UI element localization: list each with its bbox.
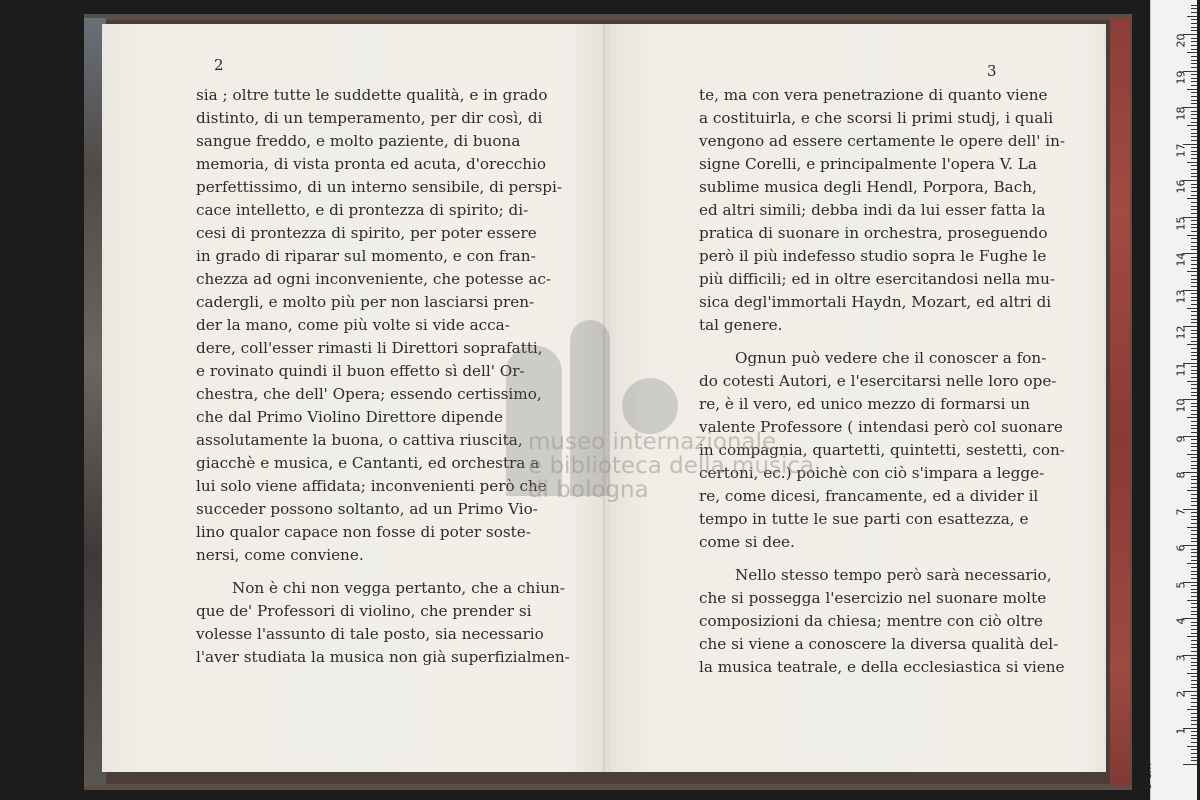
ruler-tick [1191,560,1197,561]
ruler-tick [1191,479,1197,480]
text-line: tal genere. [699,316,783,334]
ruler-tick [1191,122,1197,123]
text-line: che si viene a conoscere la diversa qualità del- [699,635,1059,653]
ruler-tick [1191,735,1197,736]
ruler-tick [1191,483,1197,484]
ruler-tick [1191,140,1197,141]
ruler-tick [1191,147,1197,148]
ruler-tick [1191,8,1197,9]
ruler-tick [1187,16,1197,17]
ruler-tick [1191,410,1197,411]
ruler-label: 15 [1174,216,1188,230]
text-line: più difficili; ed in oltre esercitandosi nella mu- [699,270,1055,288]
ruler-tick [1187,709,1197,710]
text-line: però il più indefesso studio sopra le Fughe le [699,247,1047,265]
ruler-tick [1191,129,1197,130]
ruler-tick [1191,403,1197,404]
text-line: chestra, che dell' Opera; essendo certissimo, [196,385,542,403]
ruler-tick [1187,563,1197,564]
watermark-text [528,430,814,502]
ruler-tick [1187,454,1197,455]
ruler-tick [1191,428,1197,429]
ruler-label: 18 [1174,106,1188,121]
red-page-edge-right [1110,18,1130,786]
ruler-label: 10 [1174,398,1188,413]
right-page [609,24,1106,772]
ruler-tick [1191,133,1197,134]
ruler-tick [1191,184,1197,185]
ruler-label: 12 [1174,325,1188,340]
ruler-tick [1191,330,1197,331]
ruler-tick [1191,78,1197,79]
ruler-tick [1191,293,1197,294]
measurement-ruler [1141,0,1197,800]
ruler-tick [1191,74,1197,75]
ruler-tick [1187,198,1197,199]
ruler-tick [1191,717,1197,718]
ruler-tick [1191,114,1197,115]
ruler-label: 1 [1174,727,1188,734]
ruler-tick [1187,527,1197,528]
ruler-tick [1191,154,1197,155]
ruler-tick [1191,541,1197,542]
text-line: l'aver studiata la musica non già superfizialmen- [196,648,570,666]
ruler-tick [1191,264,1197,265]
ruler-tick [1191,720,1197,721]
ruler-tick [1191,658,1197,659]
ruler-tick [1191,757,1197,758]
ruler-tick [1191,249,1197,250]
ruler-tick [1191,607,1197,608]
text-line: giacchè e musica, e Cantanti, ed orchestra a [196,454,540,472]
ruler-label: 17 [1174,143,1188,157]
ruler-tick [1191,304,1197,305]
ruler-tick [1191,67,1197,68]
ruler-label: 19 [1174,70,1188,84]
text-line: que de' Professori di violino, che prender si [196,602,532,620]
text-line: Non è chi non vegga pertanto, che a chiun- [232,579,565,597]
ruler-tick [1191,651,1197,652]
ruler-label: 20 [1174,33,1188,48]
watermark-line-2: e biblioteca della musica [528,453,815,479]
ruler-tick [1191,92,1197,93]
text-line: vengono ad essere certamente le opere dell' in- [699,132,1066,150]
ruler-tick [1191,366,1197,367]
ruler-tick [1191,81,1197,82]
ruler-label: 9 [1174,435,1188,442]
ruler-tick [1191,629,1197,630]
ruler-tick [1191,41,1197,42]
text-line: lino qualor capace non fosse di poter soste- [196,523,531,541]
ruler-tick [1191,195,1197,196]
ruler-tick [1191,669,1197,670]
ruler-tick [1191,519,1197,520]
ruler-tick [1191,425,1197,426]
ruler-tick [1191,282,1197,283]
ruler-tick [1191,300,1197,301]
ruler-tick [1191,414,1197,415]
watermark-line-1: museo internazionale [528,429,777,455]
text-line: re, è il vero, ed unico mezzo di formarsi un [699,395,1030,413]
ruler-tick [1191,118,1197,119]
text-line: nersi, come conviene. [196,546,364,564]
ruler-tick [1191,552,1197,553]
ruler-tick [1191,56,1197,57]
ruler-tick [1191,355,1197,356]
ruler-tick [1191,231,1197,232]
ruler-unit-label: 0 cm [1141,762,1154,790]
ruler-tick [1191,530,1197,531]
ruler-tick [1191,614,1197,615]
text-line: chezza ad ogni inconveniente, che potesse ac- [196,270,552,288]
text-line: sia ; oltre tutte le suddette qualità, e in grado [196,86,548,104]
ruler-tick [1191,27,1197,28]
ruler-tick [1191,724,1197,725]
ruler-tick [1191,111,1197,112]
ruler-tick [1187,271,1197,272]
text-line: sica degl'immortali Haydn, Mozart, ed altri di [699,293,1052,311]
ruler-tick [1191,753,1197,754]
ruler-tick [1191,173,1197,174]
ruler-tick [1191,311,1197,312]
text-line: la musica teatrale, e della ecclesiastica si viene [699,658,1065,676]
ruler-tick [1191,421,1197,422]
ruler-tick [1187,344,1197,345]
ruler-tick [1191,359,1197,360]
ruler-tick [1191,603,1197,604]
ruler-tick [1191,516,1197,517]
ruler-label: 6 [1174,544,1188,552]
ruler-tick [1191,665,1197,666]
ruler-tick [1191,242,1197,243]
text-line: come si dee. [699,533,795,551]
ruler-tick [1187,417,1197,418]
ruler-tick [1191,136,1197,137]
ruler-tick [1191,392,1197,393]
text-line: do cotesti Autori, e l'esercitarsi nelle loro ope- [699,372,1057,390]
text-line: distinto, di un temperamento, per dir così, di [196,109,543,127]
ruler-tick [1191,169,1197,170]
text-line: cace intelletto, e di prontezza di spirito; di- [196,201,529,219]
ruler-tick [1191,468,1197,469]
ruler-tick [1191,45,1197,46]
left-page [102,24,606,772]
ruler-tick [1191,85,1197,86]
text-line: che si possegga l'esercizio nel suonare molte [699,589,1047,607]
ruler-tick [1187,673,1197,674]
ruler-tick [1191,206,1197,207]
ruler-tick [1187,381,1197,382]
text-line: che dal Primo Violino Direttore dipende [196,408,503,426]
ruler-tick [1187,308,1197,309]
ruler-tick [1191,549,1197,550]
text-line: composizioni da chiesa; mentre con ciò oltre [699,612,1043,630]
ruler-tick [1191,165,1197,166]
ruler-tick [1191,432,1197,433]
text-line: memoria, di vista pronta ed acuta, d'orecchio [196,155,547,173]
ruler-tick [1191,388,1197,389]
ruler-tick [1191,450,1197,451]
text-line: tempo in tutte le sue parti con esattezza, e [699,510,1029,528]
ruler-tick [1191,662,1197,663]
text-line: perfettissimo, di un interno sensibile, di perspi- [196,178,563,196]
ruler-tick [1191,279,1197,280]
ruler-tick [1187,600,1197,601]
ruler-tick [1187,89,1197,90]
text-line: sangue freddo, e molto paziente, di buona [196,132,521,150]
text-line: pratica di suonare in orchestra, proseguendo [699,224,1048,242]
ruler-tick [1191,224,1197,225]
text-line: in grado di riparar sul momento, e con fran- [196,247,536,265]
ruler-tick [1191,96,1197,97]
ruler-tick [1191,592,1197,593]
ruler-tick [1191,443,1197,444]
ruler-tick [1191,498,1197,499]
ruler-tick [1191,676,1197,677]
ruler-tick [1191,713,1197,714]
ruler-tick [1191,103,1197,104]
ruler-tick [1191,622,1197,623]
ruler-tick [1191,476,1197,477]
text-line: der la mano, come più volte si vide acca- [196,316,510,334]
text-line: signe Corelli, e principalmente l'opera V. La [699,155,1037,173]
ruler-tick [1191,260,1197,261]
left-page-text [196,84,570,669]
ruler-tick [1191,315,1197,316]
text-line: certoni, ec.) poichè con ciò s'impara a legge- [699,464,1045,482]
ruler-tick [1191,202,1197,203]
ruler-tick [1191,501,1197,502]
text-line: te, ma con vera penetrazione di quanto viene [699,86,1048,104]
ruler-tick [1191,38,1197,39]
ruler-tick [1191,19,1197,20]
ruler-tick [1191,611,1197,612]
text-line: cadergli, e molto più per non lasciarsi pren- [196,293,535,311]
ruler-tick [1191,596,1197,597]
ruler-tick [1191,187,1197,188]
ruler-label: 4 [1174,617,1188,625]
ruler-tick [1191,30,1197,31]
ruler-tick [1191,534,1197,535]
ruler-tick [1191,446,1197,447]
ruler-tick [1183,764,1197,765]
ruler-tick [1191,633,1197,634]
ruler-tick [1191,176,1197,177]
ruler-tick [1191,49,1197,50]
ruler-tick [1191,574,1197,575]
ruler-tick [1191,680,1197,681]
ruler-tick [1191,439,1197,440]
ruler-tick [1187,490,1197,491]
ruler-tick [1187,52,1197,53]
ruler-tick [1191,738,1197,739]
text-line: in compagnia, quartetti, quintetti, sestetti, con- [699,441,1065,459]
ruler-tick [1191,220,1197,221]
ruler-tick [1191,377,1197,378]
ruler-tick [1191,749,1197,750]
ruler-tick [1191,297,1197,298]
ruler-tick [1191,384,1197,385]
ruler-tick [1191,684,1197,685]
ruler-label: 2 [1174,690,1188,698]
left-page-number: 2 [214,56,224,74]
ruler-tick [1191,352,1197,353]
ruler-tick [1187,162,1197,163]
ruler-tick [1191,213,1197,214]
ruler-tick [1191,695,1197,696]
text-line: a costituirla, e che scorsi li primi studj, i quali [699,109,1054,127]
ruler-tick [1191,268,1197,269]
ruler-tick [1191,209,1197,210]
ruler-tick [1191,706,1197,707]
ruler-tick [1191,63,1197,64]
ruler-tick [1191,370,1197,371]
ruler-tick [1191,505,1197,506]
text-line: lui solo viene affidata; inconvenienti però che [196,477,547,495]
ruler-tick [1191,571,1197,572]
ruler-tick [1191,23,1197,24]
ruler-tick [1191,457,1197,458]
ruler-tick [1191,151,1197,152]
ruler-tick [1191,742,1197,743]
ruler-tick [1191,158,1197,159]
ruler-tick [1191,319,1197,320]
ruler-label: 3 [1174,654,1188,661]
ruler-tick [1191,567,1197,568]
right-page-text [699,84,1066,679]
watermark-line-3: di bologna [528,477,649,503]
ruler-tick [1191,275,1197,276]
ruler-tick [1191,585,1197,586]
ruler-tick [1191,5,1197,6]
text-line: re, come dicesi, francamente, ed a divider il [699,487,1039,505]
ruler-tick [1191,647,1197,648]
ruler-tick [1191,341,1197,342]
ruler-tick [1191,538,1197,539]
text-line: succeder possono soltanto, ad un Primo Vio- [196,500,538,518]
ruler-tick [1191,760,1197,761]
ruler-tick [1191,687,1197,688]
ruler-tick [1191,257,1197,258]
text-line: assolutamente la buona, o cattiva riuscita, [196,431,523,449]
ruler-tick [1191,286,1197,287]
ruler-label: 14 [1174,252,1188,267]
ruler-tick [1191,395,1197,396]
text-line: valente Professore ( intendasi però col suonare [699,418,1063,436]
text-line: sublime musica degli Hendl, Porpora, Bach, [699,178,1037,196]
ruler-tick [1187,636,1197,637]
ruler-tick [1191,465,1197,466]
ruler-tick [1191,406,1197,407]
ruler-label: 7 [1174,508,1188,515]
ruler-tick [1187,235,1197,236]
right-page-number: 3 [987,62,997,80]
ruler-tick [1191,698,1197,699]
ruler-tick [1191,523,1197,524]
ruler-tick [1191,702,1197,703]
ruler-label: 13 [1174,289,1188,303]
text-line: dere, coll'esser rimasti li Direttori soprafatti, [196,339,543,357]
ruler-tick [1191,556,1197,557]
ruler-tick [1191,333,1197,334]
ruler-tick [1191,191,1197,192]
ruler-tick [1191,246,1197,247]
ruler-tick [1191,625,1197,626]
text-line: ed altri simili; debba indi da lui esser fatta la [699,201,1046,219]
ruler-tick [1191,337,1197,338]
ruler-tick [1191,512,1197,513]
ruler-tick [1191,578,1197,579]
ruler-tick [1191,731,1197,732]
ruler-tick [1191,227,1197,228]
ruler-tick [1191,322,1197,323]
ruler-tick [1191,238,1197,239]
text-line: cesi di prontezza di spirito, per poter essere [196,224,537,242]
ruler-label: 8 [1174,471,1188,479]
text-line: e rovinato quindi il buon effetto sì dell' Or- [196,362,525,380]
text-line: Nello stesso tempo però sarà necessario, [735,566,1052,584]
text-line: Ognun può vedere che il conoscer a fon- [735,349,1047,367]
ruler-label: 5 [1174,581,1188,588]
ruler-tick [1191,589,1197,590]
ruler-tick [1187,125,1197,126]
ruler-tick [1191,644,1197,645]
ruler-tick [1191,373,1197,374]
ruler-tick [1191,348,1197,349]
ruler-tick [1191,494,1197,495]
ruler-tick [1187,746,1197,747]
ruler-tick [1191,487,1197,488]
ruler-tick [1191,12,1197,13]
ruler-label: 11 [1174,362,1188,376]
ruler-tick [1191,100,1197,101]
ruler-tick [1191,640,1197,641]
text-line: volesse l'assunto di tale posto, sia necessario [196,625,544,643]
ruler-tick [1191,461,1197,462]
ruler-label: 16 [1174,179,1188,194]
ruler-tick [1191,60,1197,61]
